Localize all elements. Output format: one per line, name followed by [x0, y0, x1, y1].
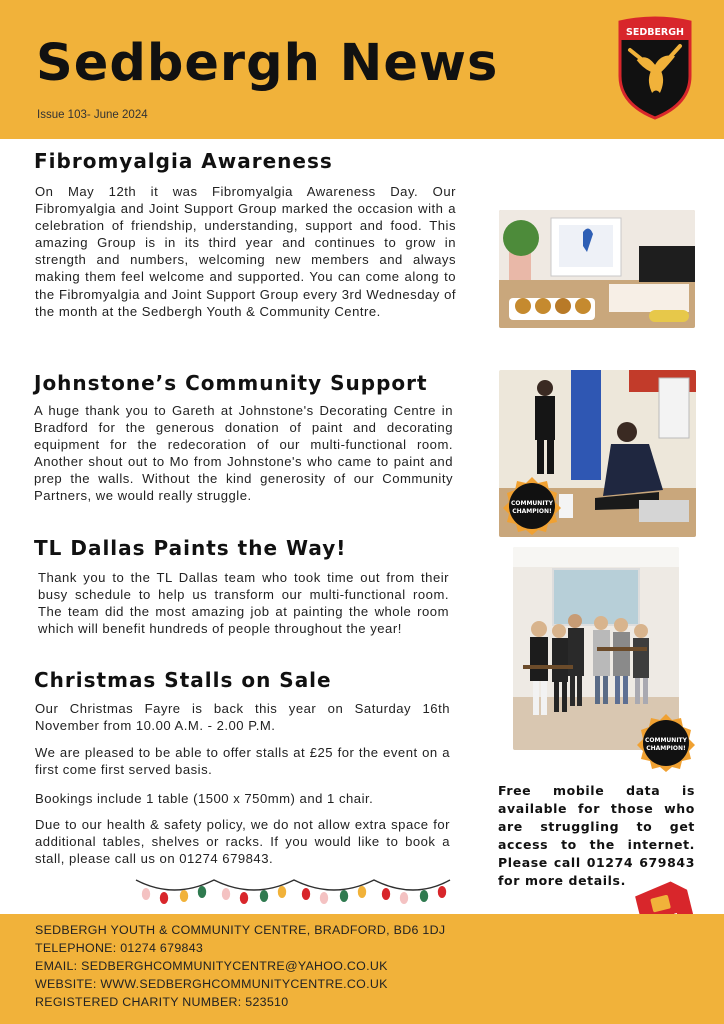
christmas-lights-decoration: [134, 866, 452, 914]
footer-email: EMAIL: SEDBERGHCOMMUNITYCENTRE@YAHOO.CO.UK: [35, 959, 388, 973]
community-champion-badge: [502, 476, 562, 536]
free-mobile-data-note: Free mobile data is available for those who are struggling to get access to the internet. Please call 01274 679843 for more details.: [498, 783, 695, 888]
article-title-christmas-stalls: Christmas Stalls on Sale: [34, 668, 332, 692]
article-title-tl-dallas: TL Dallas Paints the Way!: [34, 536, 347, 560]
article-title-johnstones: Johnstone’s Community Support: [34, 371, 428, 395]
article-body-johnstones: A huge thank you to Gareth at Johnstone's Decorating Centre in Bradford for the generous donation of paint and decorating equipment for the redecoration of our multi-functional room. Another shout out to Mo from Johnstone's who came to paint and prep the walls. Without the kind generosity of our Community Partners, we would really struggle.: [34, 403, 453, 504]
fibromyalgia-celebration-photo: [499, 210, 695, 328]
christmas-paragraph-1: Our Christmas Fayre is back this year on Saturday 16th November from 10.00 A.M. - 2.00 P.M.: [35, 701, 450, 734]
crest-lettering: SEDBERGH: [625, 27, 685, 38]
community-champion-badge-2: [636, 713, 696, 773]
sedbergh-crest-logo: [616, 16, 694, 120]
article-body-tl-dallas: Thank you to the TL Dallas team who took time out from their busy schedule to help us transform our multi-functional room. The team did the most amazing job at painting the whole room which will benefit hundreds of people throughout the year!: [38, 570, 449, 637]
article-title-fibromyalgia: Fibromyalgia Awareness: [34, 149, 333, 173]
issue-label: Issue 103- June 2024: [37, 109, 148, 121]
article-body-fibromyalgia: On May 12th it was Fibromyalgia Awareness Day. Our Fibromyalgia and Joint Support Group marked the occasion with a celebration of friendship, understanding, support and food. This amazing Group is in its third year and continues to grow in strength and numbers, welcoming new members and always making them feel welcome and supported. You can come along to the Fibromyalgia and Joint Support Group every 3rd Wednesday of the month at the Sedbergh Youth & Community Centre.: [35, 184, 456, 319]
footer-website: WEBSITE: WWW.SEDBERGHCOMMUNITYCENTRE.CO.UK: [35, 977, 388, 991]
christmas-paragraph-2: We are pleased to be able to offer stalls at £25 for the event on a first come first served basis.: [35, 745, 450, 778]
footer-telephone: TELEPHONE: 01274 679843: [35, 941, 204, 955]
newsletter-title: Sedbergh News: [36, 34, 499, 93]
badge-2-line-2: CHAMPION!: [646, 745, 686, 752]
footer-charity-number: REGISTERED CHARITY NUMBER: 523510: [35, 995, 289, 1009]
badge-2-line-1: COMMUNITY: [644, 737, 688, 744]
footer-address: SEDBERGH YOUTH & COMMUNITY CENTRE, BRADFORD, BD6 1DJ: [35, 923, 446, 937]
christmas-paragraph-3: Bookings include 1 table (1500 x 750mm) and 1 chair.: [35, 791, 374, 806]
christmas-paragraph-4: Due to our health & safety policy, we do not allow extra space for additional tables, shelves or racks. If you would like to book a stall, please call us on 01274 679843.: [35, 817, 450, 867]
badge-line-1: COMMUNITY: [510, 500, 554, 507]
badge-line-2: CHAMPION!: [512, 508, 552, 515]
